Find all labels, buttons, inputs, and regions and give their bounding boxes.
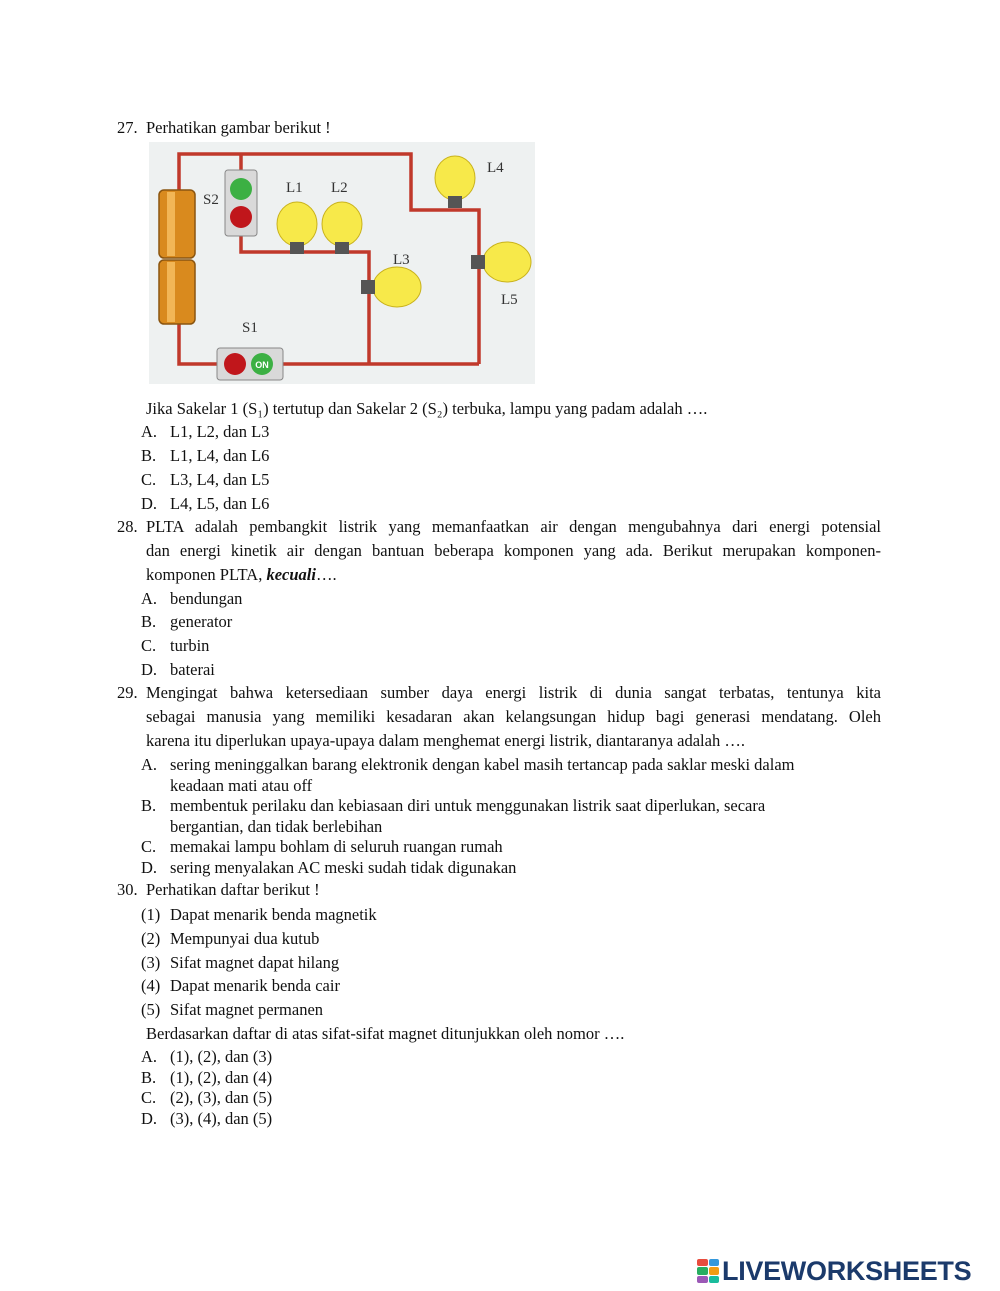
label-s2: S2 xyxy=(203,192,219,208)
question-text-line: dan energi kinetik air dengan bantuan beberapa komponen yang ada. Berikut merupakan komponen- xyxy=(146,541,881,560)
option-text[interactable]: (1), (2), dan (3) xyxy=(170,1047,273,1066)
liveworksheets-logo[interactable] xyxy=(697,1256,971,1286)
option-letter: C. xyxy=(141,1088,157,1107)
question-number: 28. xyxy=(117,517,138,536)
option-letter: A. xyxy=(141,755,158,774)
option-text[interactable]: (2), (3), dan (5) xyxy=(170,1088,273,1107)
label-l4: L4 xyxy=(487,160,504,176)
question-text-line: sebagai manusia yang memiliki kesadaran akan kelangsungan hidup bagi generasi mendatang. Oleh xyxy=(146,707,881,726)
text-prefix: komponen PLTA, xyxy=(146,565,267,584)
option-letter: D. xyxy=(141,858,158,877)
logo-text: LIVEWORKSHEETS xyxy=(722,1255,972,1286)
option-letter: B. xyxy=(141,1068,157,1087)
switch-on-text: ON xyxy=(255,360,269,370)
option-text[interactable]: sering meninggalkan barang elektronik dengan kabel masih tertancap pada saklar meski dalam xyxy=(170,755,795,774)
option-letter: C. xyxy=(141,636,157,655)
emphasis-text: kecuali xyxy=(266,565,316,584)
question-number: 27. xyxy=(117,118,138,137)
option-letter: C. xyxy=(141,470,157,489)
option-text[interactable]: L4, L5, dan L6 xyxy=(170,494,270,513)
option-text[interactable]: (1), (2), dan (4) xyxy=(170,1068,273,1087)
question-title: Perhatikan gambar berikut ! xyxy=(146,118,331,137)
list-item: Mempunyai dua kutub xyxy=(170,929,320,948)
question-text: Jika Sakelar 1 (S₁) tertutup dan Sakelar 2 (S₂) terbuka, lampu yang padam adalah …. xyxy=(146,399,708,418)
option-letter: A. xyxy=(141,589,158,608)
option-text[interactable]: L3, L4, dan L5 xyxy=(170,470,270,489)
option-text[interactable]: turbin xyxy=(170,636,210,655)
label-l2: L2 xyxy=(331,180,348,196)
option-letter: B. xyxy=(141,796,157,815)
option-letter: D. xyxy=(141,494,158,513)
question-text-line xyxy=(146,565,337,585)
list-item: Sifat magnet permanen xyxy=(170,1000,324,1019)
list-item-number: (4) xyxy=(141,976,161,995)
logo-icon xyxy=(697,1259,719,1283)
option-letter: C. xyxy=(141,837,157,856)
battery-bottom xyxy=(159,260,195,324)
text-suffix: …. xyxy=(315,565,337,584)
option-text[interactable]: (3), (4), dan (5) xyxy=(170,1109,273,1128)
battery-top xyxy=(159,190,195,258)
switch-s1 xyxy=(217,348,283,380)
list-item-number: (3) xyxy=(141,953,161,972)
option-text[interactable]: bergantian, dan tidak berlebihan xyxy=(170,817,383,836)
option-text[interactable]: sering menyalakan AC meski sudah tidak digunakan xyxy=(170,858,517,877)
option-text[interactable]: L1, L4, dan L6 xyxy=(170,446,270,465)
label-l3: L3 xyxy=(393,252,410,268)
question-number: 30. xyxy=(117,880,138,899)
question-number: 29. xyxy=(117,683,138,702)
option-letter: D. xyxy=(141,1109,158,1128)
list-item-number: (5) xyxy=(141,1000,161,1019)
question-text-line: PLTA adalah pembangkit listrik yang memanfaatkan air dengan mengubahnya dari energi potensial xyxy=(146,517,881,536)
question-text-line: karena itu diperlukan upaya-upaya dalam menghemat energi listrik, diantaranya adalah …. xyxy=(146,731,745,750)
question-text-line: Mengingat bahwa ketersediaan sumber daya energi listrik di dunia sangat terbatas, tentunya kita xyxy=(146,683,881,702)
option-text[interactable]: L1, L2, dan L3 xyxy=(170,422,270,441)
question-text: Berdasarkan daftar di atas sifat-sifat magnet ditunjukkan oleh nomor …. xyxy=(146,1024,625,1043)
option-letter: D. xyxy=(141,660,158,679)
option-text[interactable]: baterai xyxy=(170,660,215,679)
option-text[interactable]: memakai lampu bohlam di seluruh ruangan rumah xyxy=(170,837,503,856)
list-item-number: (1) xyxy=(141,905,161,924)
switch-s2 xyxy=(225,170,257,236)
option-text[interactable]: generator xyxy=(170,612,233,631)
option-letter: A. xyxy=(141,1047,158,1066)
list-item: Dapat menarik benda cair xyxy=(170,976,340,995)
label-s1: S1 xyxy=(242,320,258,336)
list-item-number: (2) xyxy=(141,929,161,948)
list-item: Dapat menarik benda magnetik xyxy=(170,905,377,924)
label-l1: L1 xyxy=(286,180,303,196)
option-text[interactable]: bendungan xyxy=(170,589,243,608)
circuit-figure xyxy=(149,142,535,384)
option-text[interactable]: keadaan mati atau off xyxy=(170,776,313,795)
option-letter: B. xyxy=(141,446,157,465)
label-l5: L5 xyxy=(501,292,518,308)
question-title: Perhatikan daftar berikut ! xyxy=(146,880,320,899)
option-letter: A. xyxy=(141,422,158,441)
option-text[interactable]: membentuk perilaku dan kebiasaan diri untuk menggunakan listrik saat diperlukan, secara xyxy=(170,796,766,815)
option-letter: B. xyxy=(141,612,157,631)
list-item: Sifat magnet dapat hilang xyxy=(170,953,340,972)
